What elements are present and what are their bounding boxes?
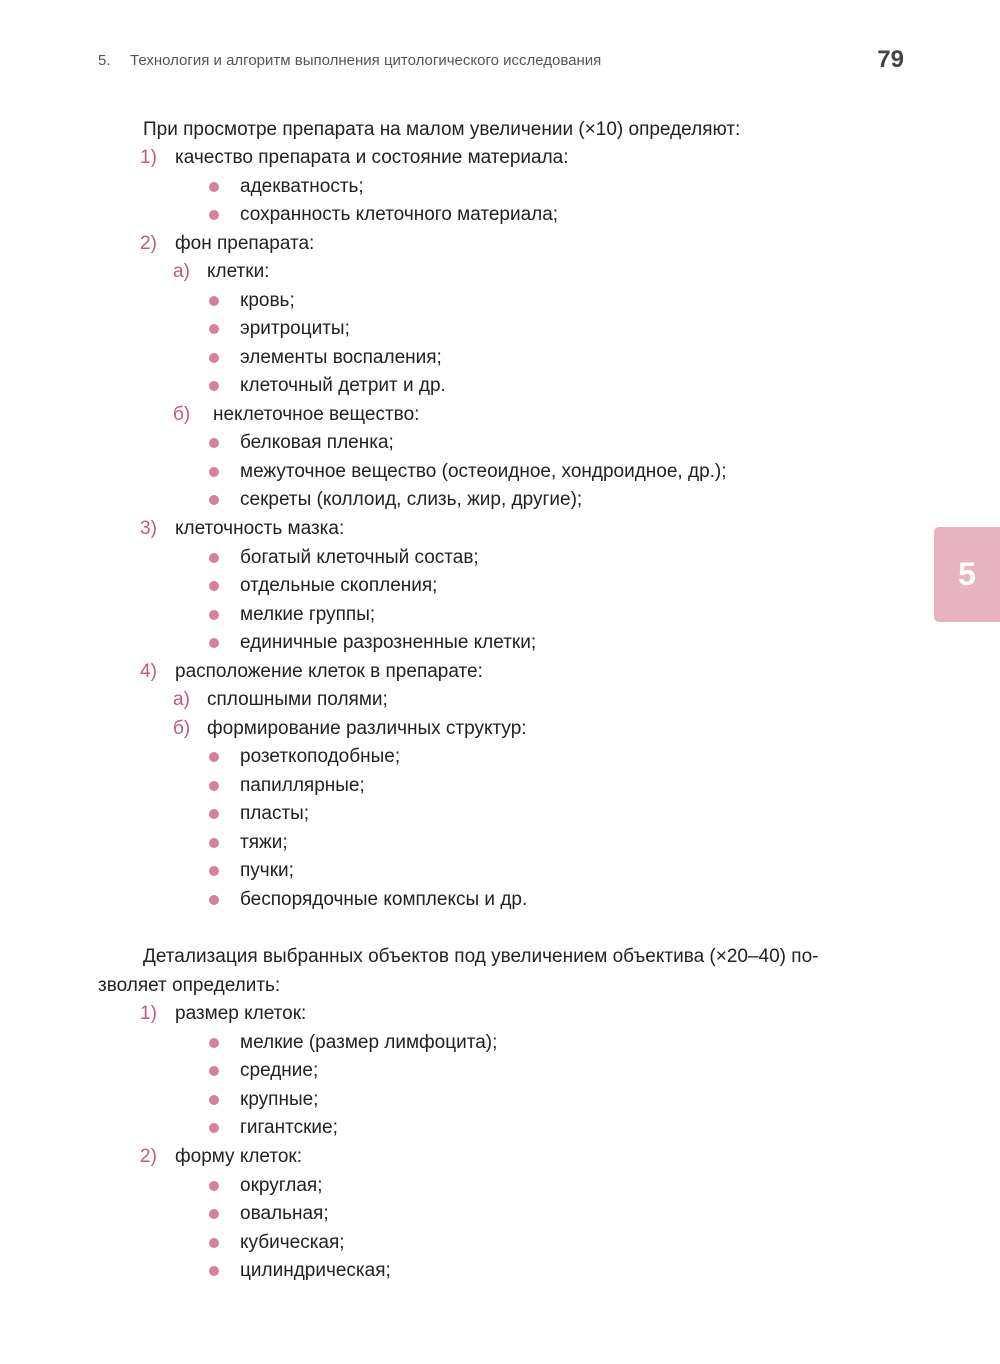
header-chapter-number: 5. xyxy=(98,52,111,69)
list-item-text: форму клеток: xyxy=(175,1146,303,1167)
chapter-tab: 5 xyxy=(934,527,1000,622)
bullet-icon xyxy=(209,1066,219,1076)
list-item-text: неклеточное вещество: xyxy=(213,404,420,425)
section2-intro: Детализация выбранных объектов под увеличением объектива (×20–40) по- xyxy=(143,946,819,967)
bullet-icon xyxy=(209,610,219,620)
bullet-icon xyxy=(209,781,219,791)
list-marker: б) xyxy=(173,718,191,739)
running-header xyxy=(98,46,904,80)
bullet-icon xyxy=(209,1238,219,1248)
bullet-icon xyxy=(209,1266,219,1276)
bullet-icon xyxy=(209,553,219,563)
list-marker: 2) xyxy=(140,1146,157,1167)
section2-intro-continued: зволяет определить: xyxy=(98,975,281,996)
bullet-icon xyxy=(209,1095,219,1105)
list-item-text: формирование различных структур: xyxy=(207,718,527,739)
list-item-text: качество препарата и состояние материала: xyxy=(175,147,569,168)
bullet-icon xyxy=(209,467,219,477)
bullet-icon xyxy=(209,1209,219,1219)
list-item-text: фон препарата: xyxy=(175,233,315,254)
list-marker: 3) xyxy=(140,518,157,539)
list-marker: а) xyxy=(173,689,190,710)
list-item-text: клетки: xyxy=(207,261,270,282)
bullet-icon xyxy=(209,438,219,448)
bullet-icon xyxy=(209,210,219,220)
list-marker: 1) xyxy=(140,1003,157,1024)
bullet-icon xyxy=(209,1181,219,1191)
section1-intro: При просмотре препарата на малом увеличении (×10) определяют: xyxy=(143,119,741,140)
bullet-icon xyxy=(209,324,219,334)
page-number: 79 xyxy=(877,46,904,73)
list-item-text: расположение клеток в препарате: xyxy=(175,661,483,682)
bullet-icon xyxy=(209,1038,219,1048)
bullet-icon xyxy=(209,381,219,391)
bullet-icon xyxy=(209,353,219,363)
list-marker: а) xyxy=(173,261,190,282)
list-marker: 4) xyxy=(140,661,157,682)
bullet-icon xyxy=(209,581,219,591)
bullet-icon xyxy=(209,809,219,819)
list-marker: б) xyxy=(173,404,191,425)
bullet-icon xyxy=(209,1123,219,1133)
list-item-text: размер клеток: xyxy=(175,1003,307,1024)
bullet-icon xyxy=(209,895,219,905)
list-marker: 1) xyxy=(140,147,157,168)
list-item-text: сплошными полями; xyxy=(207,689,388,710)
bullet-icon xyxy=(209,638,219,648)
bullet-icon xyxy=(209,838,219,848)
bullet-icon xyxy=(209,495,219,505)
list-marker: 2) xyxy=(140,233,157,254)
bullet-icon xyxy=(209,296,219,306)
header-title: Технология и алгоритм выполнения цитологического исследования xyxy=(130,52,602,69)
bullet-icon xyxy=(209,752,219,762)
bullet-icon xyxy=(209,182,219,192)
list-item-text: клеточность мазка: xyxy=(175,518,345,539)
bullet-icon xyxy=(209,866,219,876)
